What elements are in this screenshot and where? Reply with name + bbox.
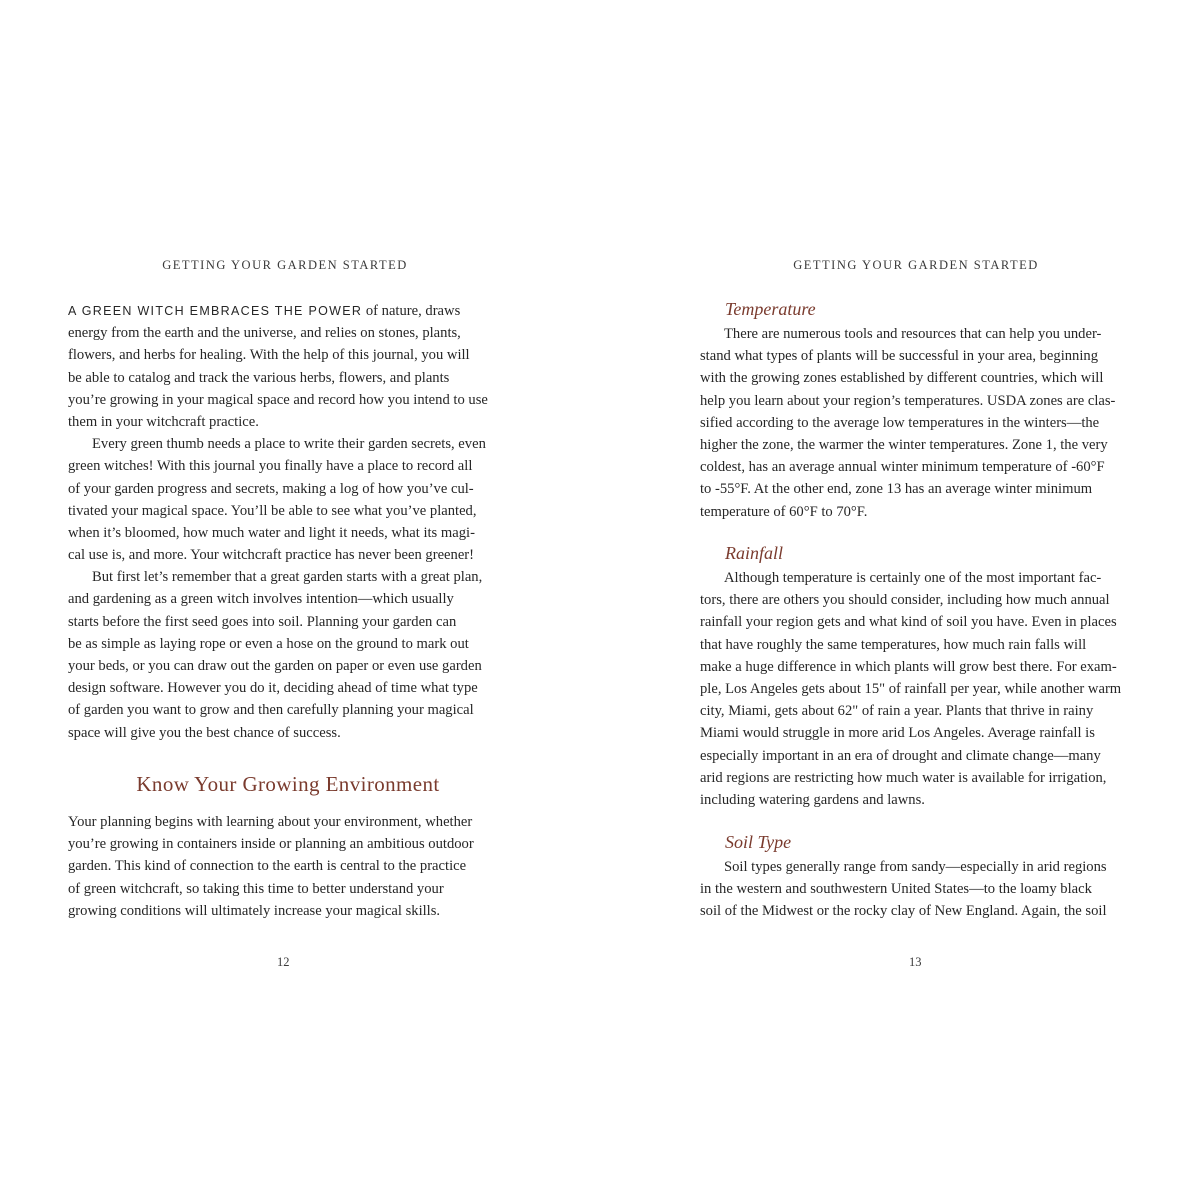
- body-line: energy from the earth and the universe, and relies on stones, plants,: [68, 325, 461, 342]
- page-number: 12: [277, 955, 290, 969]
- soil-type-paragraph: [700, 856, 1140, 923]
- intro-smallcaps: A GREEN WITCH EMBRACES THE POWER: [68, 304, 363, 318]
- body-line: Miami would struggle in more arid Los Angeles. Average rainfall is: [700, 725, 1095, 742]
- body-line: be able to catalog and track the various herbs, flowers, and plants: [68, 369, 450, 386]
- body-line: them in your witchcraft practice.: [68, 413, 259, 430]
- body-line: of green witchcraft, so taking this time to better understand your: [68, 880, 444, 897]
- body-line: Although temperature is certainly one of the most important fac-: [724, 570, 1102, 586]
- body-line: flowers, and herbs for healing. With the help of this journal, you will: [68, 347, 470, 364]
- body-line: Soil types generally range from sandy—especially in arid regions: [724, 859, 1107, 875]
- running-head: GETTING YOUR GARDEN STARTED: [162, 258, 408, 272]
- body-line: your beds, or you can draw out the garden on paper or even use garden: [68, 658, 482, 674]
- temperature-paragraph: [700, 323, 1140, 523]
- body-line: that have roughly the same temperatures, how much rain falls will: [700, 636, 1087, 653]
- body-line: be as simple as laying rope or even a hose on the ground to mark out: [68, 635, 469, 652]
- body-line: of nature, draws: [362, 303, 461, 319]
- body-line: growing conditions will ultimately increase your magical skills.: [68, 902, 441, 919]
- body-line: temperature of 60°F to 70°F.: [700, 503, 868, 520]
- body-line: to -55°F. At the other end, zone 13 has an average winter minimum: [700, 481, 1093, 498]
- body-line: including watering gardens and lawns.: [700, 791, 925, 808]
- body-line: you’re growing in your magical space and record how you intend to use: [68, 391, 488, 408]
- page-number: 13: [909, 955, 922, 969]
- body-line: green witches! With this journal you finally have a place to record all: [68, 458, 473, 475]
- rainfall-paragraph: [700, 567, 1140, 811]
- body-line: arid regions are restricting how much water is available for irrigation,: [700, 769, 1107, 786]
- body-line: design software. However you do it, deciding ahead of time what type: [68, 680, 478, 697]
- body-line: of garden you want to grow and then carefully planning your magical: [68, 702, 474, 719]
- body-line: But first let’s remember that a great garden starts with a great plan,: [92, 569, 483, 586]
- body-line: Every green thumb needs a place to write their garden secrets, even: [92, 436, 486, 453]
- intro-paragraphs: [68, 300, 508, 744]
- body-line: and gardening as a green witch involves intention—which usually: [68, 591, 454, 608]
- right-page: [600, 0, 1200, 1200]
- body-line: There are numerous tools and resources that can help you under-: [724, 326, 1102, 342]
- body-line: with the growing zones established by different countries, which will: [700, 370, 1104, 387]
- body-line: you’re growing in containers inside or planning an ambitious outdoor: [68, 836, 474, 853]
- body-line: rainfall your region gets and what kind of soil you have. Even in places: [700, 614, 1117, 631]
- body-line: tors, there are others you should consider, including how much annual: [700, 592, 1110, 609]
- body-line: especially important in an era of drought and climate change—many: [700, 747, 1101, 764]
- body-line: Your planning begins with learning about your environment, whether: [68, 814, 473, 830]
- soil-type-heading: Soil Type: [725, 832, 792, 852]
- body-line: tivated your magical space. You’ll be able to see what you’ve planted,: [68, 502, 477, 519]
- section-heading: Know Your Growing Environment: [136, 772, 440, 796]
- body-line: of your garden progress and secrets, making a log of how you’ve cul-: [68, 480, 474, 497]
- body-line: coldest, has an average annual winter minimum temperature of -60°F: [700, 459, 1105, 476]
- body-line: space will give you the best chance of success.: [68, 724, 341, 741]
- rainfall-heading: Rainfall: [725, 543, 783, 563]
- body-line: help you learn about your region’s temperatures. USDA zones are clas-: [700, 392, 1116, 409]
- body-line: cal use is, and more. Your witchcraft practice has never been greener!: [68, 547, 475, 564]
- environment-paragraph: [68, 811, 508, 922]
- body-line: stand what types of plants will be successful in your area, beginning: [700, 348, 1098, 365]
- intro-first-line: [68, 300, 508, 322]
- body-line: ple, Los Angeles gets about 15" of rainfall per year, while another warm: [700, 680, 1122, 697]
- body-line: sified according to the average low temperatures in the winters—the: [700, 414, 1100, 431]
- body-line: garden. This kind of connection to the earth is central to the practice: [68, 858, 467, 875]
- temperature-heading: Temperature: [725, 299, 816, 319]
- body-line: starts before the first seed goes into soil. Planning your garden can: [68, 613, 457, 630]
- body-line: higher the zone, the warmer the winter temperatures. Zone 1, the very: [700, 436, 1108, 453]
- body-line: soil of the Midwest or the rocky clay of New England. Again, the soil: [700, 903, 1107, 920]
- running-head: GETTING YOUR GARDEN STARTED: [793, 258, 1039, 272]
- body-line: make a huge difference in which plants will grow best there. For exam-: [700, 658, 1117, 675]
- body-line: when it’s bloomed, how much water and light it needs, what its magi-: [68, 524, 475, 541]
- body-line: in the western and southwestern United States—to the loamy black: [700, 881, 1092, 898]
- body-line: city, Miami, gets about 62" of rain a year. Plants that thrive in rainy: [700, 703, 1094, 720]
